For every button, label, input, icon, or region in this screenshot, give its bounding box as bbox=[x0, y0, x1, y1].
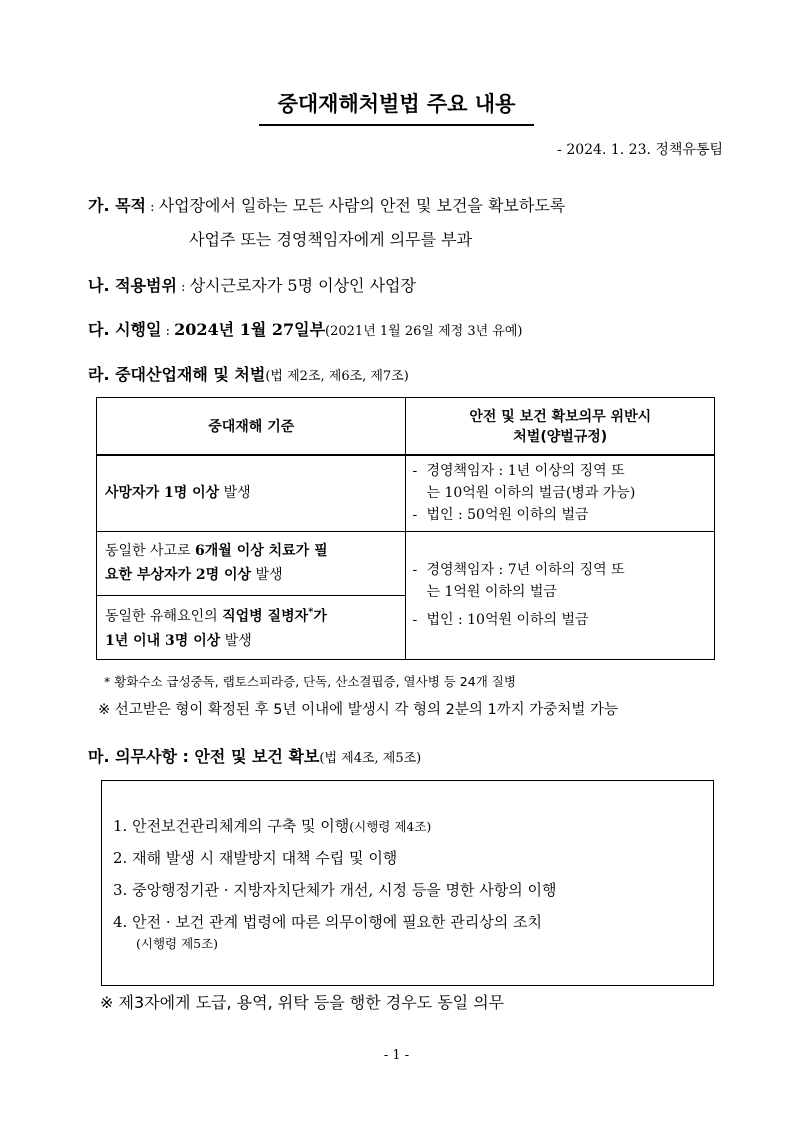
effective-note: (2021년 1월 26일 제정 3년 유예) bbox=[325, 324, 523, 339]
penalty-table bbox=[96, 397, 715, 660]
section-duties-head: 마. 의무사항 : 안전 및 보건 확보 bbox=[88, 747, 320, 766]
section-scope-head: 나. 적용범위 bbox=[88, 276, 177, 295]
section-duties-note: (법 제4조, 제5조) bbox=[319, 751, 422, 766]
criteria-disease-after: 가 bbox=[313, 608, 327, 625]
section-disaster-note: (법 제2조, 제6조, 제7조) bbox=[265, 369, 409, 384]
table-header-penalty-line1: 안전 및 보건 확보의무 위반시 bbox=[469, 409, 652, 425]
duty-item-2: 2. 재해 발생 시 재발방지 대책 수립 및 이행 bbox=[113, 849, 398, 867]
duty-item-1 bbox=[113, 815, 431, 836]
dateline: - 2024. 1. 23. 정책유통팀 bbox=[557, 142, 723, 158]
separator: : bbox=[176, 280, 190, 295]
effective-date: 2024년 1월 27일부 bbox=[174, 320, 326, 339]
page-title: 중대재해처벌법 주요 내용 bbox=[277, 92, 516, 116]
section-disaster-head: 라. 중대산업재해 및 처벌 bbox=[88, 365, 266, 384]
duty-item-4-note: (시행령 제5조) bbox=[136, 936, 219, 951]
section-scope bbox=[88, 273, 416, 296]
criteria-injury-pre: 동일한 사고로 bbox=[105, 543, 196, 559]
separator: : bbox=[161, 324, 175, 339]
section-effective-head: 다. 시행일 bbox=[88, 320, 162, 339]
duties-footnote: ※ 제3자에게 도급, 용역, 위탁 등을 행한 경우도 동일 의무 bbox=[100, 993, 505, 1012]
section-disaster bbox=[88, 362, 409, 385]
section-effective bbox=[88, 317, 522, 340]
section-purpose bbox=[88, 193, 565, 216]
footnote-mark: * bbox=[308, 607, 314, 619]
table-header-penalty-line2: 처벌(양벌규정) bbox=[513, 429, 608, 445]
table-row-death bbox=[97, 455, 406, 531]
page-number: - 1 - bbox=[383, 1048, 410, 1063]
duty-item-1-text: 1. 안전보건관리체계의 구축 및 이행 bbox=[113, 817, 350, 835]
criteria-disease-bold1: 직업병 질병자 bbox=[222, 608, 309, 625]
duty-item-4: 4. 안전 · 보건 관계 법령에 따른 의무이행에 필요한 관리상의 조치 bbox=[113, 913, 543, 931]
criteria-injury-bold1: 6개월 이상 치료가 필 bbox=[195, 543, 328, 559]
penalty-corp: 법인 : 10억원 이하의 벌금 bbox=[426, 612, 589, 628]
dash: - bbox=[412, 612, 418, 628]
criteria-disease-pre: 동일한 유해요인의 bbox=[105, 608, 223, 625]
criteria-death-tail: 발생 bbox=[219, 485, 251, 502]
section-purpose-head: 가. 목적 bbox=[88, 196, 147, 215]
dash: - bbox=[412, 507, 418, 524]
duty-item-3: 3. 중앙행정기관 · 지방자치단체가 개선, 시정 등을 명한 사항의 이행 bbox=[113, 881, 557, 899]
footnote-diseases: * 황화수소 급성중독, 랩토스피라증, 단독, 산소결핍증, 열사병 등 24개 질병 bbox=[104, 674, 516, 689]
criteria-disease-tail: 발생 bbox=[220, 632, 252, 649]
footnote-aggravation: ※ 선고받은 형이 확정된 후 5년 이내에 발생시 각 형의 2분의 1까지 가중처벌 가능 bbox=[98, 702, 618, 718]
penalty-death-ceo-line2: 는 10억원 이하의 벌금(병과 가능) bbox=[426, 485, 636, 502]
section-duties bbox=[88, 744, 421, 767]
penalty-death-corp: 법인 : 50억원 이하의 벌금 bbox=[426, 507, 589, 524]
criteria-injury-tail: 발생 bbox=[251, 567, 283, 583]
criteria-death: 사망자가 1명 이상 bbox=[105, 485, 220, 502]
criteria-injury-bold2: 요한 부상자가 2명 이상 bbox=[105, 567, 252, 583]
penalty-injury-disease bbox=[406, 531, 715, 659]
penalty-ceo-line2: 는 1억원 이하의 벌금 bbox=[426, 584, 557, 600]
criteria-disease-bold2: 1년 이내 3명 이상 bbox=[105, 632, 221, 649]
table-row-disease bbox=[97, 595, 406, 659]
separator: : bbox=[146, 200, 159, 215]
table-row-injury bbox=[97, 531, 406, 595]
section-scope-text: 상시근로자가 5명 이상인 사업장 bbox=[189, 276, 416, 295]
section-purpose-line2: 사업주 또는 경영책임자에게 의무를 부과 bbox=[189, 230, 473, 249]
dash: - bbox=[412, 562, 418, 578]
duty-item-1-note: (시행령 제4조) bbox=[349, 819, 432, 834]
title-underline bbox=[259, 124, 534, 126]
dash: - bbox=[412, 463, 418, 480]
section-purpose-line1: 사업장에서 일하는 모든 사람의 안전 및 보건을 확보하도록 bbox=[158, 196, 566, 215]
penalty-ceo-line1: 경영책임자 : 7년 이하의 징역 또 bbox=[426, 562, 625, 578]
penalty-death-ceo-line1: 경영책임자 : 1년 이상의 징역 또 bbox=[426, 463, 625, 480]
table-header-penalty bbox=[406, 398, 715, 456]
table-header-criteria: 중대재해 기준 bbox=[97, 398, 406, 456]
penalty-death bbox=[406, 455, 715, 531]
